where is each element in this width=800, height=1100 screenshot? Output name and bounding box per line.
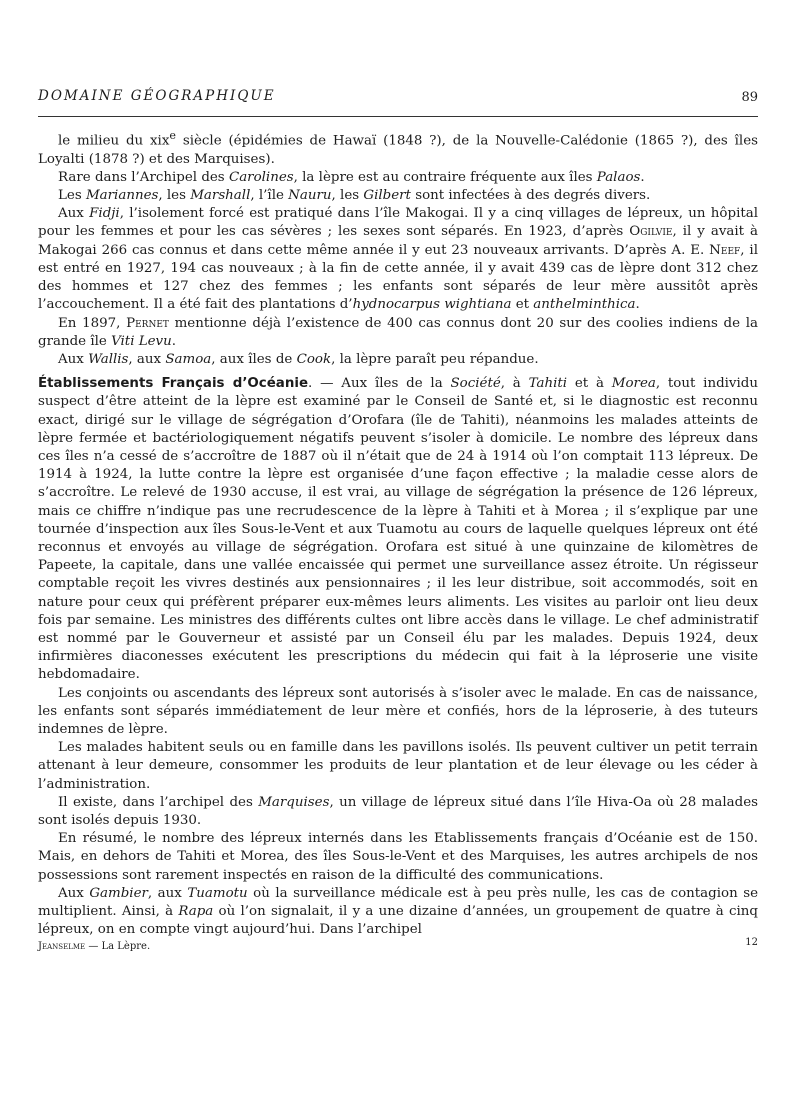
text-run: e bbox=[169, 129, 176, 142]
text-run: . bbox=[640, 169, 645, 185]
text-run: , la lèpre est au contraire fréquente aux îles bbox=[293, 169, 597, 185]
italic-term: hydnocarpus wightiana bbox=[352, 297, 512, 313]
signature-mark: 12 bbox=[745, 937, 758, 949]
italic-term: Tuamotu bbox=[187, 885, 248, 901]
paragraph bbox=[38, 739, 758, 794]
text-run: , il y avait à Makogai 266 cas connus et dans cette même année il y eut 23 nouveaux arrivants. D’après A. E. bbox=[38, 224, 759, 258]
author-name: Ogilvie bbox=[629, 224, 673, 240]
text-run: , aux bbox=[128, 351, 166, 367]
italic-term: Rapa bbox=[178, 904, 214, 919]
text-run: mentionne déjà l’existence de 400 cas connus dont 20 sur des coolies indiens de la grande île bbox=[38, 315, 758, 349]
text-run: . bbox=[171, 333, 177, 349]
paragraph bbox=[38, 169, 758, 187]
text-run: , tout individu suspect d’être atteint de la lèpre est examiné par le Conseil de Santé et, si le diagnostic est reconnu exact, dirigé sur le village de ségrégation d’Orofara (île de Tahiti), néanmoins les malades atteints de lèpre fermée et bactériologiquement négatifs peuvent s’isoler à domicile. Le nombre des lépreux dans ces îles n’a cessé de s’accroître de 1887 où il n’était que de 24 à 1914 où l’on comptait 113 lépreux. De 1914 à 1924, la lutte contre la lèpre est organisée d’une façon effective ; la maladie cesse alors de s’accroître. Le relevé de 1930 accuse, il est vrai, au village de ségrégation la présence de 126 lépreux, mais ce chiffre n’indique pas une recrudescence de la lèpre à Tahiti et à Morea ; il s’explique par une tournée d’inspection aux îles Sous-le-Vent et aux Tuamotu au cours de laquelle quelques lépreux ont été reconnus et envoyés au village de ségrégation. Orofara est situé à une quinzaine de kilomètres de Papeete, la capitale, dans une vallée encaissée qui permet une surveillance assez étroite. Un régisseur comptable reçoit les vivres destinés aux pensionnaires ; il les leur distribue, soit accommodés, soit en nature pour ceux qui préfèrent préparer eux-mêmes leurs aliments. Les visites au parloir ont lieu deux fois par semaine. Les ministres des différents cultes ont libre accès dans le village. Le chef administratif est nommé par le Gouverneur et assisté par un Conseil élu par les malades. Depuis 1924, deux infirmières diaconesses exécutent les prescriptions du médecin qui fait à la léproserie une visite hebdomadaire. bbox=[38, 376, 758, 683]
text-run: . — Aux îles de la bbox=[308, 376, 451, 392]
text-run: où l’on signalait, il y a une dizaine d’années, un groupement de quatre à cinq lépreux, on en compte vingt aujourd’hui. Dans l’archipel bbox=[38, 904, 758, 938]
paragraph bbox=[38, 315, 758, 351]
italic-term: Société bbox=[450, 376, 501, 392]
text-run: En 1897, bbox=[58, 315, 127, 331]
italic-term: Fidji bbox=[89, 206, 120, 222]
text-run: , la lèpre paraît peu répandue. bbox=[331, 351, 539, 367]
text-run: le milieu du xix bbox=[58, 133, 170, 149]
italic-term: Samoa bbox=[165, 351, 212, 367]
text-run: , à bbox=[500, 376, 529, 392]
text-run: , aux bbox=[147, 885, 188, 901]
text-run: Les conjoints ou ascendants des lépreux sont autorisés à s’isoler avec le malade. En cas de naissance, les enfants sont séparés immédiatement de leur mère et confiés, hors de la léproserie, à des tuteurs indemnes de lèpre. bbox=[38, 685, 758, 737]
paragraph bbox=[38, 794, 758, 830]
text-run: et bbox=[511, 297, 534, 313]
text-run: , un village de lépreux situé dans l’île Hiva-Oa où 28 malades sont isolés depuis 1930. bbox=[38, 794, 759, 828]
text-run: , l’isolement forcé est pratiqué dans l’île Makogai. Il y a cinq villages de lépreux, un hôpital pour les femmes et pour les cas sévères ; les sexes sont séparés. En 1923, d’après bbox=[38, 206, 758, 240]
italic-term: Cook bbox=[296, 351, 332, 367]
paragraph bbox=[38, 351, 758, 369]
italic-term: Mariannes bbox=[85, 188, 159, 204]
page bbox=[38, 88, 758, 957]
italic-term: anthelminthica bbox=[533, 297, 636, 313]
italic-term: Gambier bbox=[89, 885, 148, 901]
italic-term: Gilbert bbox=[363, 188, 411, 204]
text-run: , les bbox=[158, 188, 191, 204]
italic-term: Wallis bbox=[88, 351, 129, 367]
text-run: En résumé, le nombre des lépreux internés dans les Etablissements français d’Océanie est de 150. Mais, en dehors de Tahiti et Morea, des îles Sous-le-Vent et des Marquises, les autres archipels de nos possessions sont rarement inspectés en raison de la difficulté des communications. bbox=[38, 831, 758, 883]
paragraph bbox=[38, 830, 758, 885]
footer-book-title: — La Lèpre. bbox=[85, 941, 151, 953]
paragraph bbox=[38, 187, 758, 205]
section-heading: Établissements Français d’Océanie bbox=[38, 376, 309, 392]
italic-term: Viti Levu bbox=[111, 333, 172, 349]
italic-term: Palaos bbox=[596, 169, 641, 185]
running-title: DOMAINE GÉOGRAPHIQUE bbox=[38, 88, 276, 104]
paragraph bbox=[38, 375, 758, 684]
text-run: , l’île bbox=[250, 188, 289, 204]
text-run: siècle (épidémies de Hawaï (1848 ?), de la Nouvelle-Calédonie (1865 ?), des îles Loyalti (1878 ?) et des Marquises). bbox=[38, 133, 758, 167]
page-number: 89 bbox=[741, 90, 758, 105]
text-run: Aux bbox=[58, 351, 89, 367]
text-run: où la surveillance médicale est à peu près nulle, les cas de contagion se multiplient. Ainsi, à bbox=[38, 885, 758, 919]
text-run: , il est entré en 1927, 194 cas nouveaux ; à la fin de cette année, il y avait 439 cas de lèpre dont 312 chez des hommes et 127 chez des femmes ; les enfants sont séparés de leur mère aussitôt après l’accouchement. Il a été fait des plantations d’ bbox=[38, 242, 758, 313]
text-run: et à bbox=[567, 376, 612, 392]
footer-author: Jeanselme bbox=[38, 941, 86, 953]
footer-credit bbox=[38, 941, 150, 952]
text-run: , aux îles de bbox=[211, 351, 297, 367]
body-text bbox=[38, 127, 758, 939]
text-run: Aux bbox=[58, 885, 90, 901]
author-name: Neef bbox=[709, 242, 741, 258]
paragraph bbox=[38, 205, 758, 314]
page-footer bbox=[38, 937, 758, 957]
text-run: Les bbox=[58, 188, 86, 204]
paragraph bbox=[38, 685, 758, 740]
italic-term: Tahiti bbox=[528, 376, 568, 392]
text-run: . bbox=[635, 297, 640, 313]
text-run: Rare dans l’Archipel des bbox=[58, 169, 229, 185]
italic-term: Carolines bbox=[228, 169, 294, 185]
header-rule bbox=[38, 116, 758, 117]
text-run: sont infectées à des degrés divers. bbox=[410, 188, 651, 204]
paragraph bbox=[38, 127, 758, 169]
text-run: Les malades habitent seuls ou en famille dans les pavillons isolés. Ils peuvent cultiver un petit terrain attenant à leur demeure, consommer les produits de leur plantation et de leur élevage ou les céder à l’administration. bbox=[38, 740, 758, 792]
page-header bbox=[38, 88, 758, 114]
text-run: Il existe, dans l’archipel des bbox=[58, 794, 259, 810]
italic-term: Morea bbox=[611, 376, 656, 392]
author-name: Pernet bbox=[126, 315, 169, 331]
text-run: Aux bbox=[58, 206, 90, 222]
text-run: , les bbox=[331, 188, 364, 204]
italic-term: Marshall bbox=[190, 188, 251, 204]
italic-term: Nauru bbox=[288, 188, 332, 204]
italic-term: Marquises bbox=[258, 794, 330, 810]
paragraph bbox=[38, 885, 758, 940]
